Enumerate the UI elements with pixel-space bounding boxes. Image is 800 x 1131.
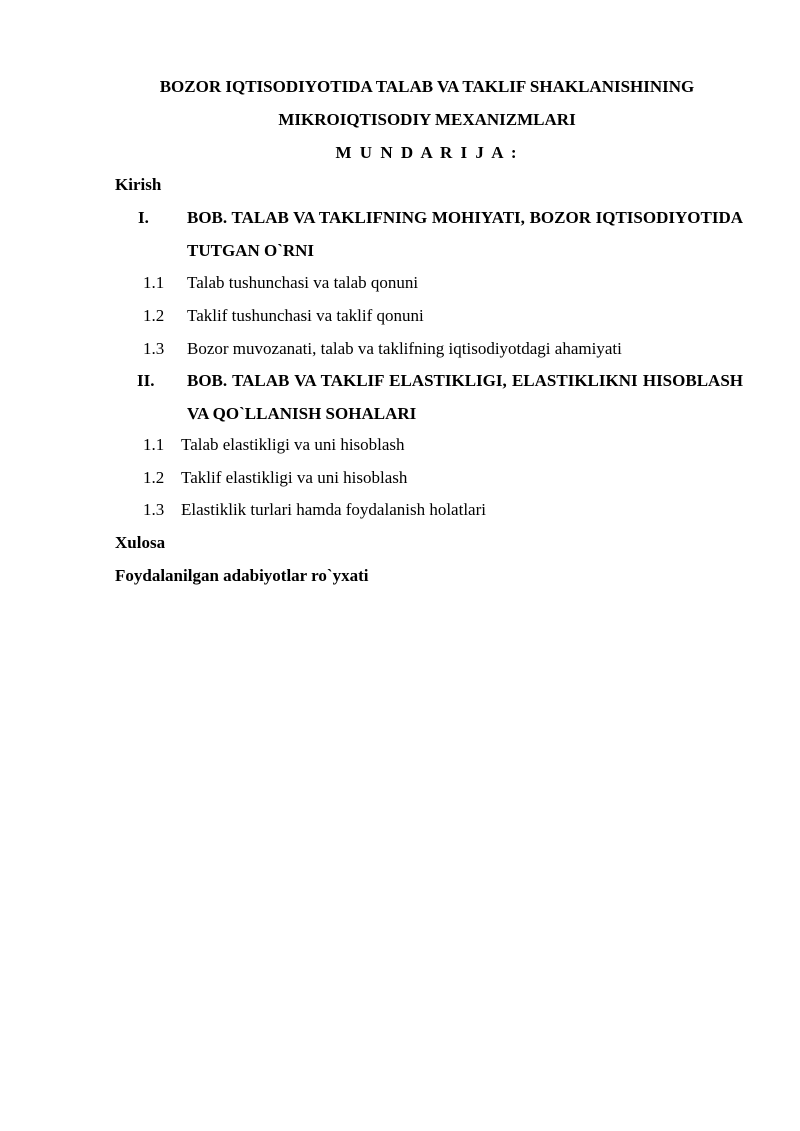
toc-chapter-2-section-3-number: 1.3	[143, 500, 165, 519]
toc-chapter-1-section-1-title: Talab tushunchasi va talab qonuni	[187, 273, 419, 292]
toc-chapter-2-section-2-number: 1.2	[143, 468, 165, 487]
toc-chapter-2-title: BOB. TALAB VA TAKLIF ELASTIKLIGI, ELASTIKLIKNI HISOBLASH VA QO`LLANISH SOHALARI	[187, 371, 743, 423]
toc-chapter-1-section-3-title: Bozor muvozanati, talab va taklifning iqtisodiyotdagi ahamiyati	[187, 339, 622, 358]
toc-bibliography: Foydalanilgan adabiyotlar ro`yxati	[115, 566, 369, 585]
toc-chapter-2-section-2-title: Taklif elastikligi va uni hisoblash	[181, 468, 408, 487]
toc-chapter-1-number: I.	[138, 208, 149, 227]
toc-chapter-2-section-1-title: Talab elastikligi va uni hisoblash	[181, 435, 405, 454]
toc-intro: Kirish	[115, 175, 162, 194]
toc-chapter-2-number: II.	[137, 371, 155, 390]
toc-chapter-1-section-2-number: 1.2	[143, 306, 165, 325]
toc-chapter-1-title: BOB. TALAB VA TAKLIFNING MOHIYATI, BOZOR IQTISODIYOTIDA TUTGAN O`RNI	[187, 208, 743, 260]
contents-heading: M U N D A R I J A :	[335, 143, 519, 162]
toc-chapter-1-section-2-title: Taklif tushunchasi va taklif qonuni	[187, 306, 424, 325]
toc-conclusion: Xulosa	[115, 533, 166, 552]
toc-chapter-1-section-1-number: 1.1	[143, 273, 165, 292]
document-title-line-2: MIKROIQTISODIY MEXANIZMLARI	[278, 110, 576, 129]
toc-chapter-1-section-3-number: 1.3	[143, 339, 165, 358]
toc-chapter-2-section-3-title: Elastiklik turlari hamda foydalanish holatlari	[181, 500, 486, 519]
toc-chapter-2-section-1-number: 1.1	[143, 435, 165, 454]
document-title-line-1: BOZOR IQTISODIYOTIDA TALAB VA TAKLIF SHAKLANISHINING	[159, 77, 695, 96]
